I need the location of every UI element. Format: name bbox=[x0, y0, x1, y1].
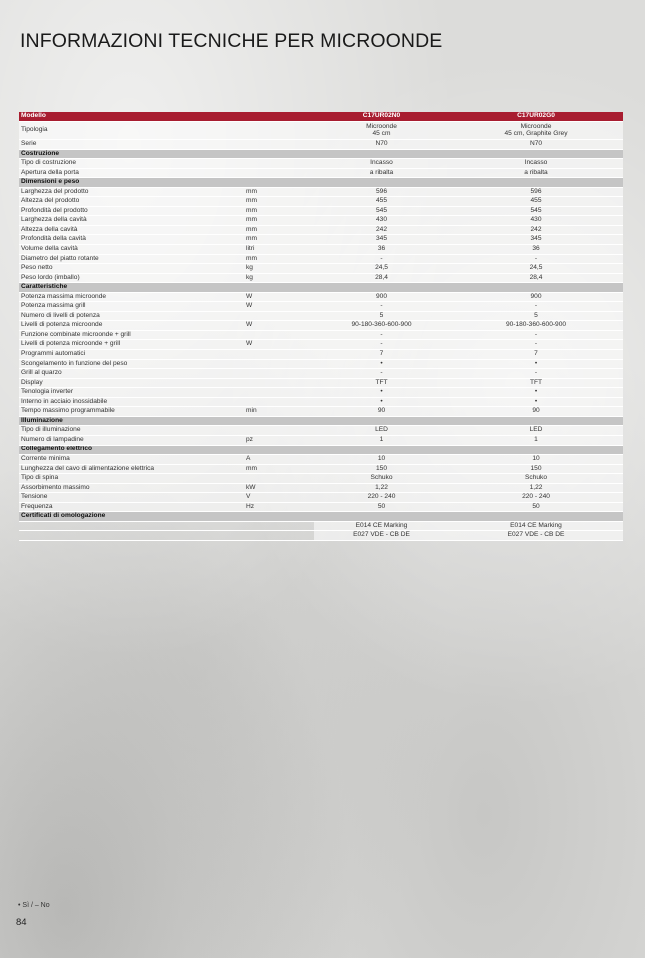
value-model-1: 220 - 240 bbox=[314, 493, 449, 503]
table-row bbox=[19, 216, 623, 226]
value-model-2: 5 bbox=[449, 311, 623, 321]
value-model-1: - bbox=[314, 302, 449, 312]
table-row bbox=[19, 493, 623, 503]
row-label: Numero di lampadine bbox=[19, 435, 244, 445]
row-unit: W bbox=[244, 302, 314, 312]
section-label: Illuminazione bbox=[19, 416, 623, 426]
value-model-2: Schuko bbox=[449, 474, 623, 484]
row-label bbox=[19, 521, 244, 531]
value-model-2: - bbox=[449, 302, 623, 312]
value-model-1-line1: Microonde bbox=[366, 122, 397, 130]
row-label: Peso netto bbox=[19, 264, 244, 274]
table-row bbox=[19, 264, 623, 274]
value-model-1: a ribalta bbox=[314, 168, 449, 178]
value-model-1: 455 bbox=[314, 197, 449, 207]
table-row bbox=[19, 388, 623, 398]
row-label: Profondità della cavità bbox=[19, 235, 244, 245]
section-label: Costruzione bbox=[19, 149, 623, 159]
value-model-2: 150 bbox=[449, 464, 623, 474]
row-label: Display bbox=[19, 378, 244, 388]
row-label: Tipologia bbox=[19, 122, 244, 140]
footnote-legend: • Sì / – No bbox=[18, 902, 50, 909]
value-model-2: 220 - 240 bbox=[449, 493, 623, 503]
table-row bbox=[19, 369, 623, 379]
table-row bbox=[19, 531, 623, 541]
value-model-1 bbox=[314, 122, 449, 140]
row-label: Funzione combinate microonde + grill bbox=[19, 330, 244, 340]
table-row bbox=[19, 359, 623, 369]
value-model-2: 455 bbox=[449, 197, 623, 207]
value-model-1: 430 bbox=[314, 216, 449, 226]
row-unit: W bbox=[244, 340, 314, 350]
value-model-2: 242 bbox=[449, 225, 623, 235]
row-label: Tipo di costruzione bbox=[19, 159, 244, 169]
row-unit: mm bbox=[244, 206, 314, 216]
row-label: Programmi automatici bbox=[19, 350, 244, 360]
value-model-1: 50 bbox=[314, 502, 449, 512]
value-model-1: 5 bbox=[314, 311, 449, 321]
row-unit: mm bbox=[244, 187, 314, 197]
value-model-1: 545 bbox=[314, 206, 449, 216]
row-unit: mm bbox=[244, 225, 314, 235]
value-model-2: 28,4 bbox=[449, 273, 623, 283]
value-model-1: C17UR02N0 bbox=[314, 112, 449, 122]
row-unit: A bbox=[244, 455, 314, 465]
section-label: Dimensioni e peso bbox=[19, 178, 623, 188]
table-header-row bbox=[19, 112, 623, 122]
value-model-1: 345 bbox=[314, 235, 449, 245]
table-row bbox=[19, 330, 623, 340]
table-row bbox=[19, 302, 623, 312]
row-label: Tensione bbox=[19, 493, 244, 503]
value-model-2: E014 CE Marking bbox=[449, 521, 623, 531]
row-label: Potenza massima microonde bbox=[19, 292, 244, 302]
value-model-1: 90-180-360-600-900 bbox=[314, 321, 449, 331]
table-row bbox=[19, 292, 623, 302]
table-row bbox=[19, 197, 623, 207]
value-model-2: • bbox=[449, 388, 623, 398]
row-unit bbox=[244, 122, 314, 140]
table-row bbox=[19, 426, 623, 436]
row-unit: mm bbox=[244, 254, 314, 264]
value-model-2: C17UR02G0 bbox=[449, 112, 623, 122]
row-unit: kg bbox=[244, 264, 314, 274]
page-number: 84 bbox=[16, 917, 27, 928]
row-label: Livelli di potenza microonde bbox=[19, 321, 244, 331]
row-unit bbox=[244, 359, 314, 369]
value-model-2: • bbox=[449, 397, 623, 407]
row-label: Peso lordo (imballo) bbox=[19, 273, 244, 283]
value-model-1: 10 bbox=[314, 455, 449, 465]
value-model-1: LED bbox=[314, 426, 449, 436]
value-model-2: - bbox=[449, 254, 623, 264]
value-model-1: 1,22 bbox=[314, 483, 449, 493]
value-model-2: TFT bbox=[449, 378, 623, 388]
value-model-1: • bbox=[314, 359, 449, 369]
row-unit bbox=[244, 378, 314, 388]
row-unit bbox=[244, 311, 314, 321]
value-model-1-line2: 45 cm bbox=[372, 129, 391, 137]
row-label: Interno in acciaio inossidabile bbox=[19, 397, 244, 407]
row-unit bbox=[244, 397, 314, 407]
row-label: Volume della cavità bbox=[19, 245, 244, 255]
table-row bbox=[19, 521, 623, 531]
value-model-2 bbox=[449, 122, 623, 140]
table-row bbox=[19, 483, 623, 493]
value-model-1: - bbox=[314, 254, 449, 264]
value-model-2: - bbox=[449, 369, 623, 379]
value-model-1: N70 bbox=[314, 140, 449, 150]
row-label: Altezza della cavità bbox=[19, 225, 244, 235]
table-row bbox=[19, 455, 623, 465]
row-label: Modello bbox=[19, 112, 244, 122]
value-model-1: • bbox=[314, 397, 449, 407]
table-row bbox=[19, 225, 623, 235]
row-label: Scongelamento in funzione del peso bbox=[19, 359, 244, 369]
value-model-1: 242 bbox=[314, 225, 449, 235]
table-row bbox=[19, 407, 623, 417]
value-model-2: 900 bbox=[449, 292, 623, 302]
section-label: Certificati di omologazione bbox=[19, 512, 623, 522]
table-row bbox=[19, 140, 623, 150]
table-row bbox=[19, 273, 623, 283]
value-model-1: 28,4 bbox=[314, 273, 449, 283]
value-model-2: 345 bbox=[449, 235, 623, 245]
value-model-1: 7 bbox=[314, 350, 449, 360]
value-model-1: 900 bbox=[314, 292, 449, 302]
value-model-2: 430 bbox=[449, 216, 623, 226]
table-row bbox=[19, 122, 623, 140]
value-model-1: 596 bbox=[314, 187, 449, 197]
value-model-1: - bbox=[314, 340, 449, 350]
value-model-1: 1 bbox=[314, 435, 449, 445]
table-row bbox=[19, 435, 623, 445]
row-label: Corrente minima bbox=[19, 455, 244, 465]
row-label: Larghezza della cavità bbox=[19, 216, 244, 226]
row-label: Serie bbox=[19, 140, 244, 150]
row-unit bbox=[244, 330, 314, 340]
row-label: Profondità del prodotto bbox=[19, 206, 244, 216]
value-model-2: - bbox=[449, 340, 623, 350]
row-unit: pz bbox=[244, 435, 314, 445]
value-model-1: 24,5 bbox=[314, 264, 449, 274]
table-row bbox=[19, 245, 623, 255]
value-model-2: 36 bbox=[449, 245, 623, 255]
value-model-2: E027 VDE - CB DE bbox=[449, 531, 623, 541]
section-header bbox=[19, 178, 623, 188]
table-row bbox=[19, 187, 623, 197]
table-row bbox=[19, 340, 623, 350]
row-unit: W bbox=[244, 292, 314, 302]
value-model-1: - bbox=[314, 330, 449, 340]
row-unit bbox=[244, 112, 314, 122]
row-unit: kg bbox=[244, 273, 314, 283]
row-unit: kW bbox=[244, 483, 314, 493]
value-model-2: Incasso bbox=[449, 159, 623, 169]
row-unit: mm bbox=[244, 464, 314, 474]
table-row bbox=[19, 502, 623, 512]
section-label: Caratteristiche bbox=[19, 283, 623, 293]
row-label: Numero di livelli di potenza bbox=[19, 311, 244, 321]
row-unit bbox=[244, 388, 314, 398]
page-title: INFORMAZIONI TECNICHE PER MICROONDE bbox=[20, 30, 443, 52]
value-model-1: Schuko bbox=[314, 474, 449, 484]
value-model-2: a ribalta bbox=[449, 168, 623, 178]
value-model-2-line1: Microonde bbox=[520, 122, 552, 130]
row-unit bbox=[244, 531, 314, 541]
row-label: Livelli di potenza microonde + grill bbox=[19, 340, 244, 350]
table-row bbox=[19, 235, 623, 245]
table-row bbox=[19, 397, 623, 407]
value-model-2: LED bbox=[449, 426, 623, 436]
row-unit bbox=[244, 168, 314, 178]
row-unit: litri bbox=[244, 245, 314, 255]
table-row bbox=[19, 378, 623, 388]
table-row bbox=[19, 350, 623, 360]
value-model-2: 1 bbox=[449, 435, 623, 445]
row-label: Tipo di illuminazione bbox=[19, 426, 244, 436]
row-unit bbox=[244, 369, 314, 379]
section-header bbox=[19, 512, 623, 522]
section-label: Collegamento elettrico bbox=[19, 445, 623, 455]
value-model-1: 90 bbox=[314, 407, 449, 417]
value-model-2: N70 bbox=[449, 140, 623, 150]
spec-table-body bbox=[19, 112, 623, 540]
row-label bbox=[19, 531, 244, 541]
row-unit: W bbox=[244, 321, 314, 331]
value-model-2: 545 bbox=[449, 206, 623, 216]
row-label: Assorbimento massimo bbox=[19, 483, 244, 493]
spec-table bbox=[19, 112, 623, 541]
row-label: Tenologia inverter bbox=[19, 388, 244, 398]
row-unit bbox=[244, 350, 314, 360]
value-model-2: 7 bbox=[449, 350, 623, 360]
row-label: Grill al quarzo bbox=[19, 369, 244, 379]
row-label: Apertura della porta bbox=[19, 168, 244, 178]
table-row bbox=[19, 464, 623, 474]
table-row bbox=[19, 159, 623, 169]
row-unit: min bbox=[244, 407, 314, 417]
row-label: Tempo massimo programmabile bbox=[19, 407, 244, 417]
value-model-1: Incasso bbox=[314, 159, 449, 169]
value-model-1: - bbox=[314, 369, 449, 379]
table-row bbox=[19, 311, 623, 321]
row-unit bbox=[244, 140, 314, 150]
value-model-2: 90-180-360-600-900 bbox=[449, 321, 623, 331]
row-label: Potenza massima grill bbox=[19, 302, 244, 312]
value-model-1: 36 bbox=[314, 245, 449, 255]
row-unit: mm bbox=[244, 197, 314, 207]
row-unit: Hz bbox=[244, 502, 314, 512]
row-unit bbox=[244, 159, 314, 169]
row-label: Frequenza bbox=[19, 502, 244, 512]
row-label: Lunghezza del cavo di alimentazione elettrica bbox=[19, 464, 244, 474]
table-row bbox=[19, 206, 623, 216]
value-model-2-line2: 45 cm, Graphite Grey bbox=[504, 129, 568, 137]
value-model-1: 150 bbox=[314, 464, 449, 474]
value-model-1: E027 VDE - CB DE bbox=[314, 531, 449, 541]
row-label: Diametro del piatto rotante bbox=[19, 254, 244, 264]
value-model-2: 596 bbox=[449, 187, 623, 197]
section-header bbox=[19, 445, 623, 455]
value-model-2: 10 bbox=[449, 455, 623, 465]
row-unit: mm bbox=[244, 216, 314, 226]
table-row bbox=[19, 254, 623, 264]
row-unit bbox=[244, 426, 314, 436]
row-label: Larghezza del prodotto bbox=[19, 187, 244, 197]
row-unit bbox=[244, 474, 314, 484]
row-unit: V bbox=[244, 493, 314, 503]
value-model-2: 24,5 bbox=[449, 264, 623, 274]
value-model-1: TFT bbox=[314, 378, 449, 388]
section-header bbox=[19, 149, 623, 159]
value-model-2: 1,22 bbox=[449, 483, 623, 493]
table-row bbox=[19, 168, 623, 178]
row-unit: mm bbox=[244, 235, 314, 245]
value-model-2: 50 bbox=[449, 502, 623, 512]
value-model-1: E014 CE Marking bbox=[314, 521, 449, 531]
table-row bbox=[19, 474, 623, 484]
row-label: Tipo di spina bbox=[19, 474, 244, 484]
table-row bbox=[19, 321, 623, 331]
value-model-1: • bbox=[314, 388, 449, 398]
value-model-2: - bbox=[449, 330, 623, 340]
value-model-2: 90 bbox=[449, 407, 623, 417]
row-label: Altezza del prodotto bbox=[19, 197, 244, 207]
section-header bbox=[19, 416, 623, 426]
section-header bbox=[19, 283, 623, 293]
row-unit bbox=[244, 521, 314, 531]
value-model-2: • bbox=[449, 359, 623, 369]
